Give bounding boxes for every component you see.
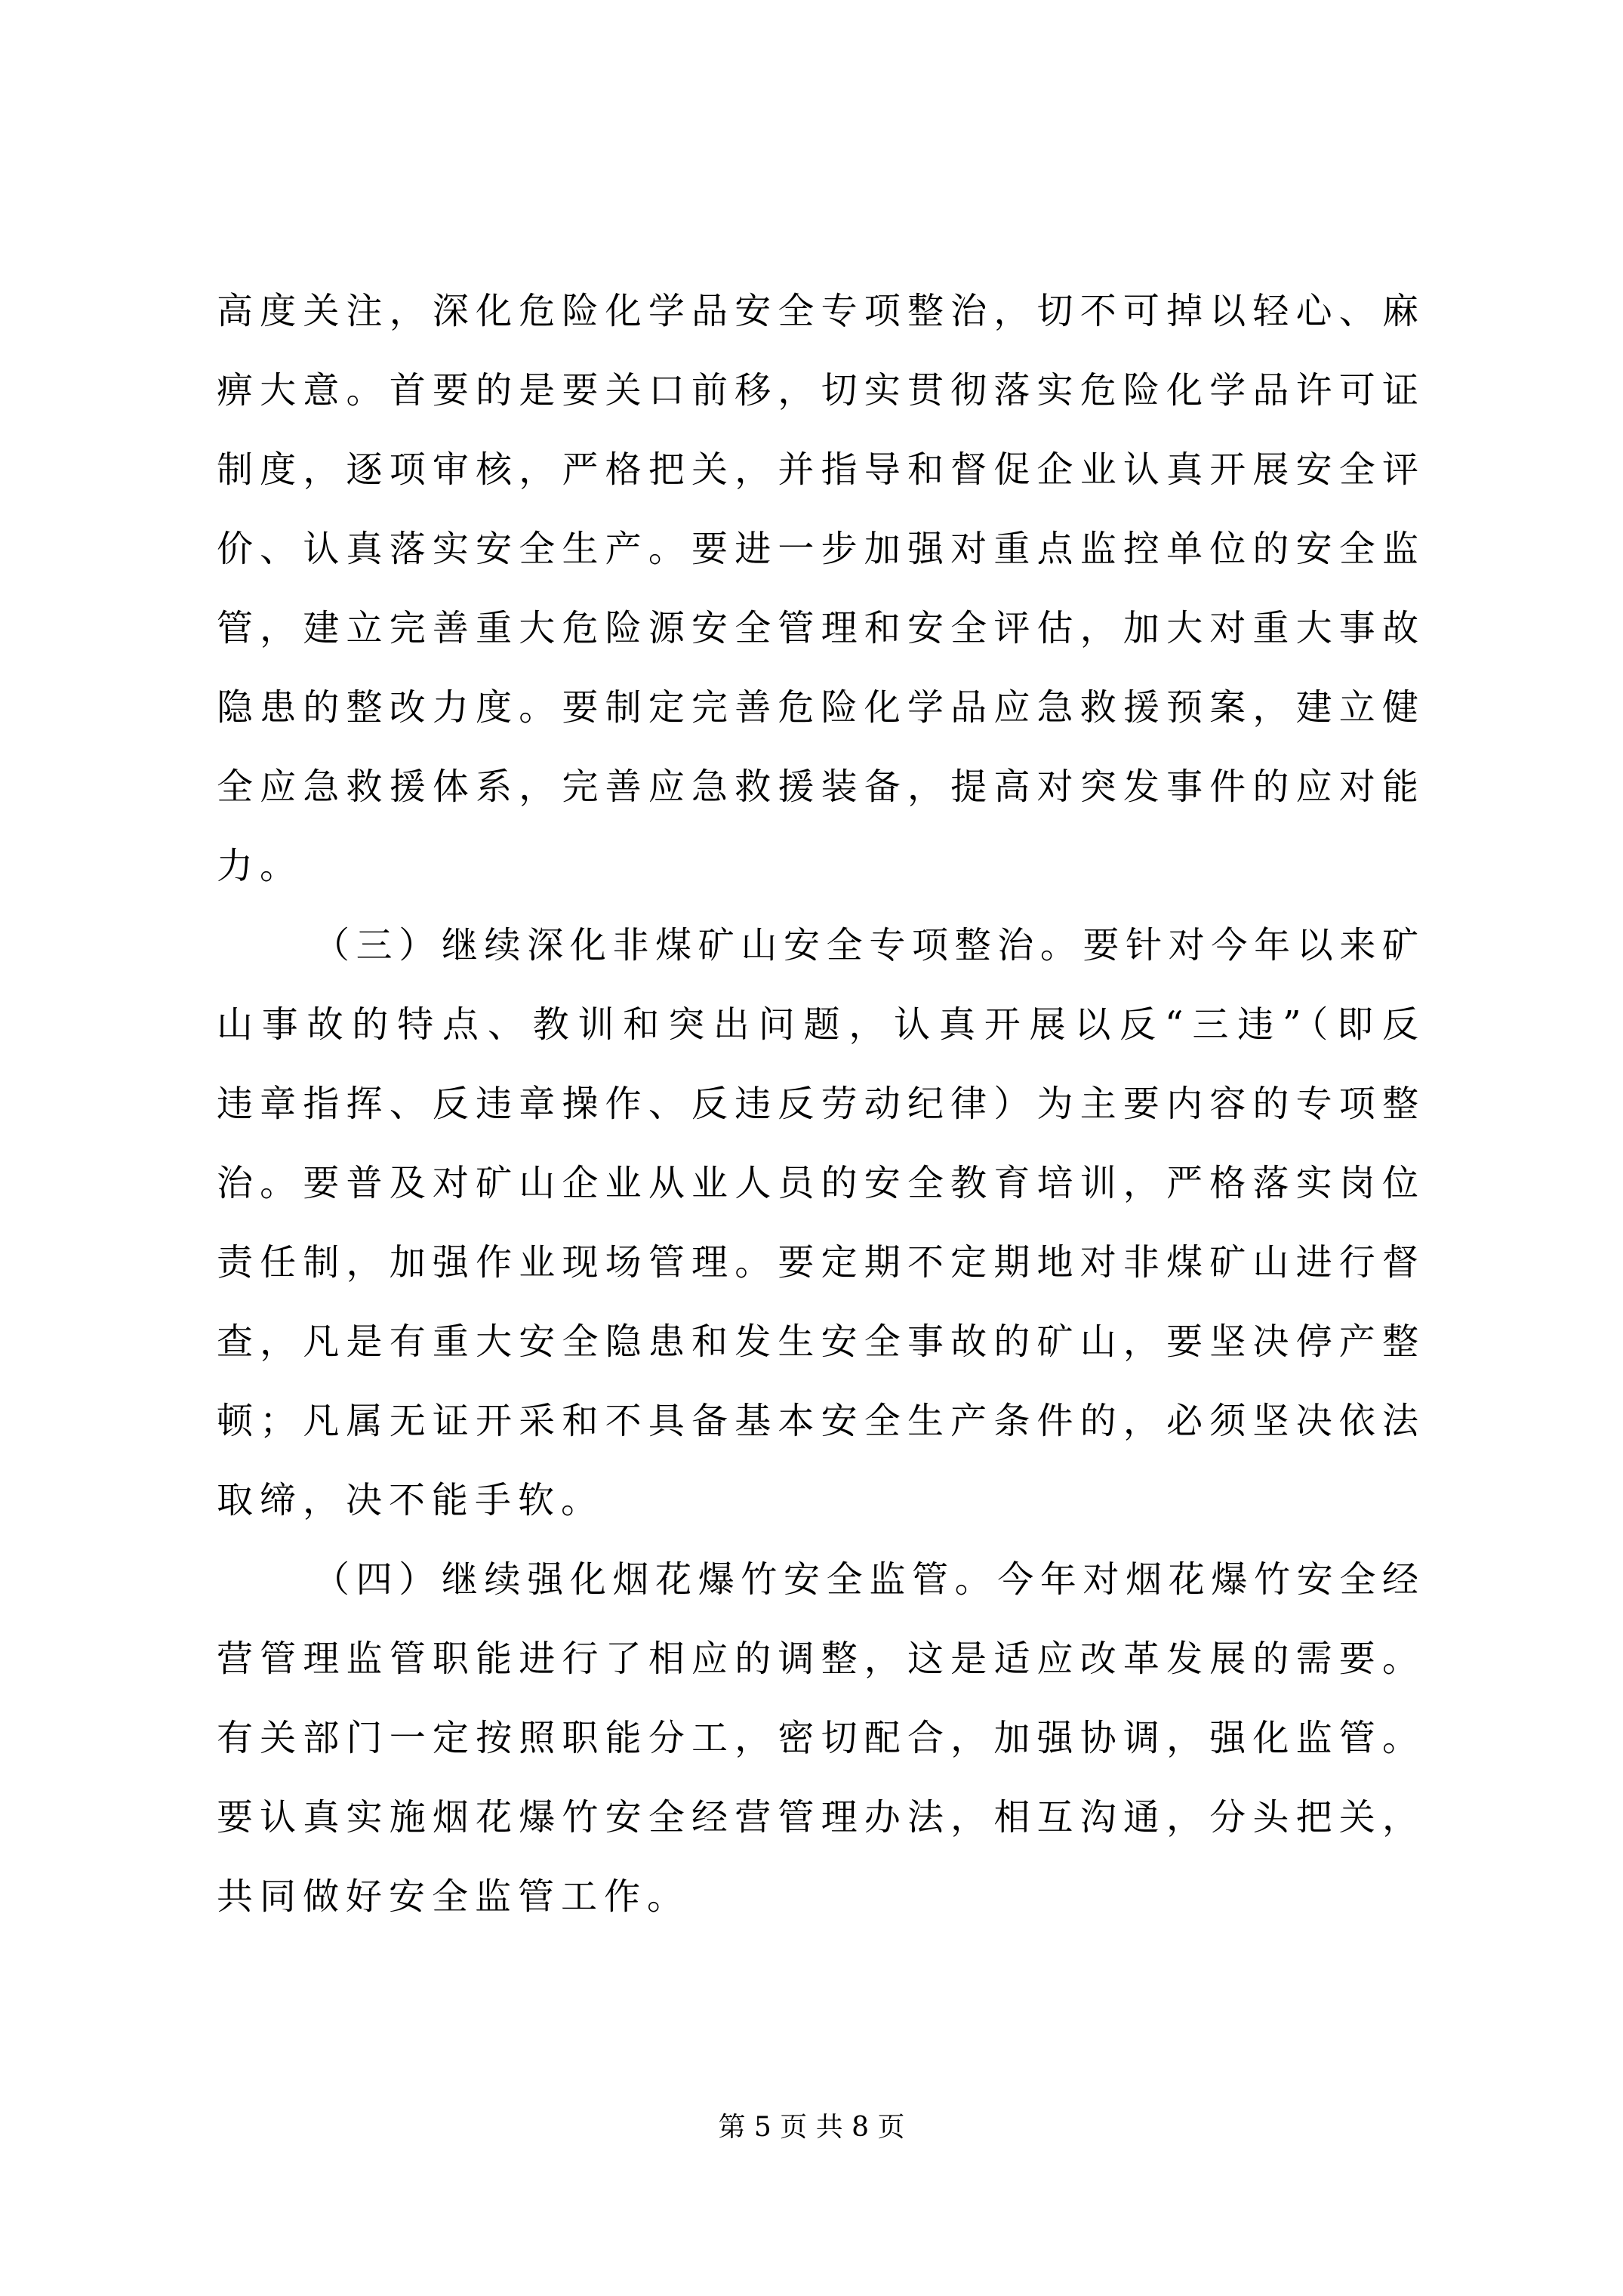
paragraph-heading-line: （三）继续深化非煤矿山安全专项整治。要针对今年以来矿 [313, 924, 1418, 966]
text-line: 顿；凡属无证开采和不具备基本安全生产条件的，必须坚决依法 [217, 1400, 1418, 1442]
text-line: 共同做好安全监管工作。 [217, 1875, 691, 1918]
text-line: 要认真实施烟花爆竹安全经营管理办法，相互沟通，分头把关， [217, 1796, 1418, 1838]
text-line: 制度，逐项审核，严格把关，并指导和督促企业认真开展安全评 [217, 448, 1418, 491]
text-line: 取缔，决不能手软。 [217, 1479, 605, 1521]
text-line: 山事故的特点、教训和突出问题，认真开展以反“三违”（即反 [217, 1003, 1418, 1046]
text-line: 隐患的整改力度。要制定完善危险化学品应急救援预案，建立健 [217, 686, 1418, 729]
text-line: 力。 [217, 845, 303, 887]
text-line: 高度关注，深化危险化学品安全专项整治，切不可掉以轻心、麻 [217, 290, 1418, 332]
text-line: 查，凡是有重大安全隐患和发生安全事故的矿山，要坚决停产整 [217, 1321, 1418, 1363]
text-line: 痹大意。首要的是要关口前移，切实贯彻落实危险化学品许可证 [217, 369, 1418, 411]
page-number-footer: 第 5 页 共 8 页 [718, 2112, 905, 2143]
text-line: 有关部门一定按照职能分工，密切配合，加强协调，强化监管。 [217, 1717, 1418, 1759]
text-line: 全应急救援体系，完善应急救援装备，提高对突发事件的应对能 [217, 766, 1418, 808]
text-line: 违章指挥、反违章操作、反违反劳动纪律）为主要内容的专项整 [217, 1083, 1418, 1125]
document-body [217, 272, 1418, 1937]
text-line: 价、认真落实安全生产。要进一步加强对重点监控单位的安全监 [217, 528, 1418, 570]
text-line: 管，建立完善重大危险源安全管理和安全评估，加大对重大事故 [217, 607, 1418, 649]
text-line: 责任制，加强作业现场管理。要定期不定期地对非煤矿山进行督 [217, 1241, 1418, 1284]
text-line: 营管理监管职能进行了相应的调整，这是适应改革发展的需要。 [217, 1638, 1418, 1680]
text-line: 治。要普及对矿山企业从业人员的安全教育培训，严格落实岗位 [217, 1162, 1418, 1204]
paragraph-heading-line: （四）继续强化烟花爆竹安全监管。今年对烟花爆竹安全经 [313, 1558, 1418, 1601]
